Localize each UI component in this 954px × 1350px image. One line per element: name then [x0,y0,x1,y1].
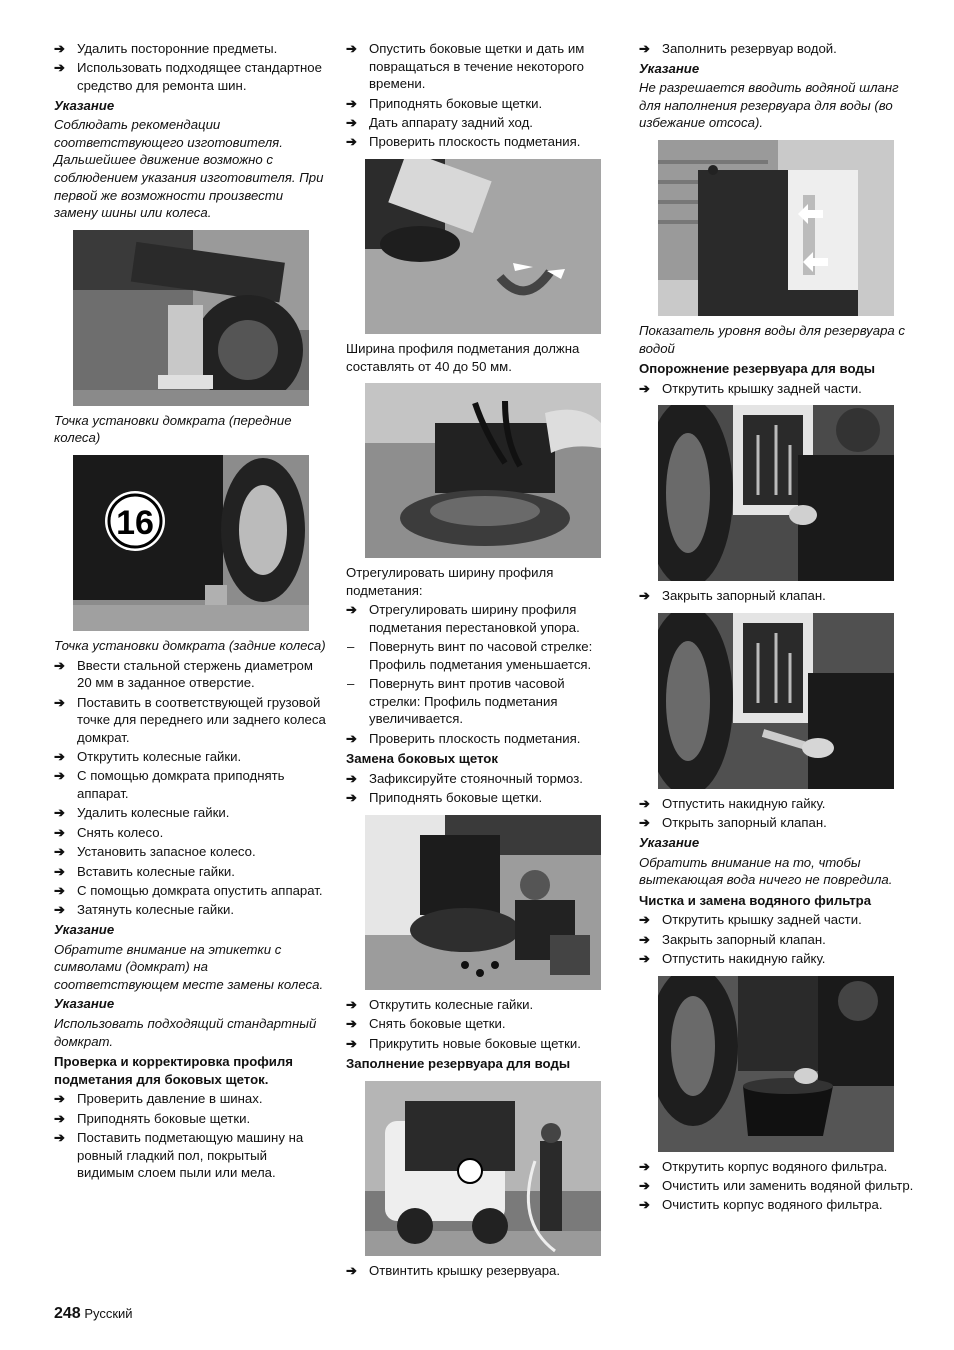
photo-brush-adjust [365,383,601,558]
step: ➔ С помощью домкрата приподнять аппарат. [54,767,326,802]
step: ➔ Открыть запорный клапан. [639,814,917,832]
step: ➔ Очистить корпус водяного фильтра. [639,1196,917,1214]
step: ➔ Закрыть запорный клапан. [639,587,917,605]
step: ➔ Открутить колесные гайки. [346,996,618,1014]
step: ➔ Отвинтить крышку резервуара. [346,1262,618,1280]
note-heading: Указание [54,922,115,937]
note-text: Обратите внимание на этикетки с символами (домкрат) на соответствующем месте замены колеса. [54,941,324,992]
photo-release-nut [658,613,894,789]
step: ➔ Проверить плоскость подметания. [346,133,618,151]
photo-water-filter [658,976,894,1152]
step: ➔ Отпустить накидную гайку. [639,795,917,813]
note-heading: Указание [639,60,700,76]
step: ➔ Открутить колесные гайки. [54,748,326,766]
note-text: Обратить внимание на то, чтобы вытекающая вода ничего не повредила. [639,854,893,888]
section-heading: Проверка и корректировка профиля подметания для боковых щеток. [54,1054,293,1087]
section-heading: Опорожнение резервуара для воды [639,361,875,377]
step: ➔ Открутить корпус водяного фильтра. [639,1158,917,1176]
page-footer [54,1305,133,1323]
column-1 [54,40,326,1184]
step: ➔ Затянуть колесные гайки. [54,901,326,919]
step: ➔ Снять колесо. [54,824,326,842]
column-2 [346,40,618,1281]
note-text: Использовать подходящий стандартный домкрат. [54,1015,317,1049]
photo-rear-jack-point [73,455,309,631]
step: ➔ Установить запасное колесо. [54,843,326,861]
step: ➔ Приподнять боковые щетки. [54,1110,326,1128]
section-heading: Заполнение резервуара для воды [346,1056,571,1072]
photo-water-tank-filling [365,1081,601,1256]
photo-close-valve [658,405,894,581]
svg-text:16: 16 [116,503,154,542]
page-number: 248 [54,1305,81,1322]
step: ➔ Очистить или заменить водяной фильтр. [639,1177,917,1195]
step: ➔ Вставить колесные гайки. [54,863,326,881]
step: ➔ С помощью домкрата опустить аппарат. [54,882,326,900]
step: ➔ Снять боковые щетки. [346,1015,618,1033]
photo-caption: Точка установки домкрата (передние колеса) [54,412,292,446]
step: ➔ Ввести стальной стержень диаметром 20 мм в заданное отверстие. [54,657,326,692]
footer-language: Русский [84,1306,133,1321]
section-heading: Чистка и замена водяного фильтра [639,892,872,908]
step: ➔ Закрыть запорный клапан. [639,931,917,949]
column-3 [639,40,917,1216]
photo-caption: Показатель уровня воды для резервуара с водой [639,322,905,356]
sub-step: – Повернуть винт против часовой стрелки: Профиль подметания увеличивается. [346,675,618,728]
step: ➔ Использовать подходящее стандартное средство для ремонта шин. [54,59,326,94]
body-text: Ширина профиля подметания должна составлять от 40 до 50 мм. [346,340,580,374]
step: ➔ Поставить подметающую машину на ровный гладкий пол, покрытый видимым слоем пыли или мела. [54,1129,326,1182]
step: ➔ Проверить плоскость подметания. [346,730,618,748]
step: ➔ Проверить давление в шинах. [54,1090,326,1108]
note-heading: Указание [54,996,115,1012]
note-heading: Указание [54,97,115,113]
sub-step: – Повернуть винт по часовой стрелке: Профиль подметания уменьшается. [346,638,618,673]
step: ➔ Заполнить резервуар водой. [639,40,917,58]
step: ➔ Дать аппарату задний ход. [346,114,618,132]
step: ➔ Открутить крышку задней части. [639,911,917,929]
photo-water-level [658,140,894,316]
section-heading: Замена боковых щеток [346,751,498,767]
step: ➔ Прикрутить новые боковые щетки. [346,1035,618,1053]
step: ➔ Поставить в соответствующей грузовой точке для переднего или заднего колеса домкрат. [54,694,326,747]
note-text: Соблюдать рекомендации соответствующего изготовителя. Дальшейшее движение возможно с соблюдением указания изготовителя. При первой же возможности произвести замену шины или колеса. [54,117,324,221]
photo-caption: Точка установки домкрата (задние колеса) [54,637,326,653]
note-text: Не разрешается вводить водяной шланг для наполнения резервуара для воды (во избежание отсоса). [639,80,899,131]
step: ➔ Открутить крышку задней части. [639,380,917,398]
step: ➔ Зафиксируйте стояночный тормоз. [346,770,618,788]
step: ➔ Приподнять боковые щетки. [346,789,618,807]
step: ➔ Отпустить накидную гайку. [639,950,917,968]
body-text: Отрегулировать ширину профиля подметания: [346,565,554,598]
step: ➔ Отрегулировать ширину профиля подметания перестановкой упора. [346,601,618,636]
photo-brush-replacement [365,815,601,990]
step: ➔ Опустить боковые щетки и дать им повращаться в течение некоторого времени. [346,40,618,93]
photo-sweep-profile [365,159,601,334]
step: ➔ Удалить посторонние предметы. [54,40,326,58]
note-heading: Указание [639,834,700,850]
step: ➔ Удалить колесные гайки. [54,804,326,822]
step: ➔ Приподнять боковые щетки. [346,95,618,113]
photo-front-jack-point [73,230,309,406]
